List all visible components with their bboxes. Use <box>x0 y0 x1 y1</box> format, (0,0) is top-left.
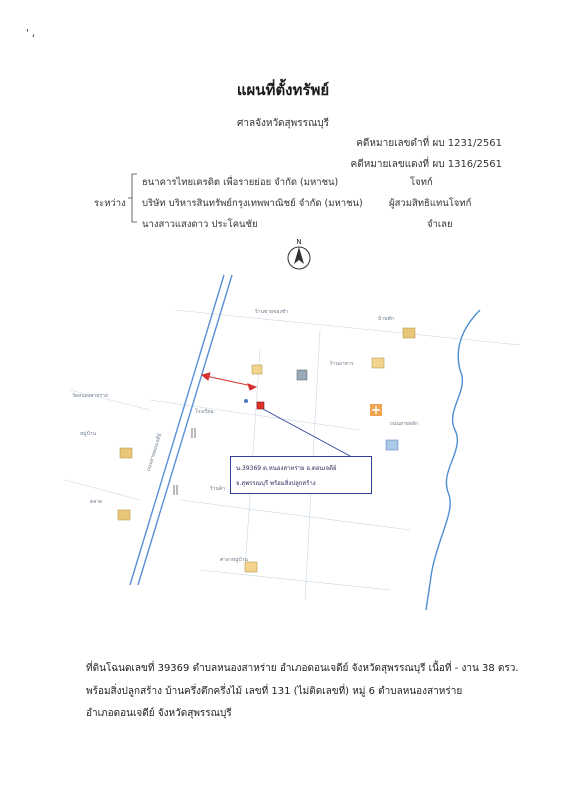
party-name: บริษัท บริหารสินทรัพย์กรุงเทพพาณิชย์ จำกัด (มหาชน) <box>142 198 363 209</box>
map-place-label: ถนนสายหลัก <box>390 421 419 427</box>
callout-line: น.39369 ต.หนองสาหร่าย อ.ดอนเจดีย์ <box>236 465 337 472</box>
road-label: ถนนสายดอนเจดีย์ <box>145 432 164 473</box>
map-place-label: ร้านค้า <box>210 486 226 492</box>
party-role: ผู้สวมสิทธิแทนโจทก์ <box>389 198 472 209</box>
party-bracket <box>128 172 138 224</box>
map-place-label: วัดหนองสาหร่าย <box>72 393 108 399</box>
party-name: นางสาวแสงดาว ประโคนชัย <box>142 219 258 230</box>
property-description-line: พร้อมสิ่งปลูกสร้าง บ้านครึ่งตึกครึ่งไม้ เลขที่ 131 (ไม่ติดเลขที่) หมู่ 6 ตำบลหนองสาหร่าย <box>86 686 463 697</box>
map-icons <box>118 328 415 572</box>
property-description-line: ที่ดินโฉนดเลขที่ 39369 ตำบลหนองสาหร่าย อำเภอดอนเจดีย์ จังหวัดสุพรรณบุรี เนื้อที่ - งาน 38 ตรว. <box>86 663 519 674</box>
minor-roads <box>65 310 520 600</box>
corner-mark: ' , <box>26 28 36 39</box>
distance-arrow <box>202 373 256 390</box>
map-place-label: ศาลาหมู่บ้าน <box>220 557 248 563</box>
party-role: จำเลย <box>427 219 453 230</box>
map-place-label: บ้านพัก <box>378 316 394 322</box>
map-place-label: หมู่บ้าน <box>80 431 96 437</box>
court-name: ศาลจังหวัดสุพรรณบุรี <box>237 118 329 129</box>
property-callout <box>230 456 372 494</box>
map-place-label: ร้านขายของชำ <box>255 309 289 315</box>
callout-leader <box>263 409 350 456</box>
map-place-label: โรงเรียน <box>195 409 214 415</box>
between-label: ระหว่าง <box>94 198 126 209</box>
map-place-label: ตลาด <box>90 499 103 505</box>
callout-line: จ.สุพรรณบุรี พร้อมสิ่งปลูกสร้าง <box>236 480 316 487</box>
location-map <box>60 270 520 610</box>
property-marker <box>257 402 264 409</box>
north-label: N <box>296 238 302 246</box>
property-description-line: อำเภอดอนเจดีย์ จังหวัดสุพรรณบุรี <box>86 708 232 719</box>
case-red-number: คดีหมายเลขแดงที่ ผบ 1316/2561 <box>350 159 502 170</box>
main-road <box>130 275 232 585</box>
north-arrow-icon <box>285 237 313 271</box>
party-name: ธนาคารไทยเครดิต เพื่อรายย่อย จำกัด (มหาชน) <box>142 177 339 188</box>
map-place-label: ร้านอาหาร <box>330 361 354 367</box>
document-title: แผนที่ตั้งทรัพย์ <box>236 81 330 99</box>
river <box>426 310 480 610</box>
party-role: โจทก์ <box>410 177 433 188</box>
case-black-number: คดีหมายเลขดำที่ ผบ 1231/2561 <box>356 138 502 149</box>
